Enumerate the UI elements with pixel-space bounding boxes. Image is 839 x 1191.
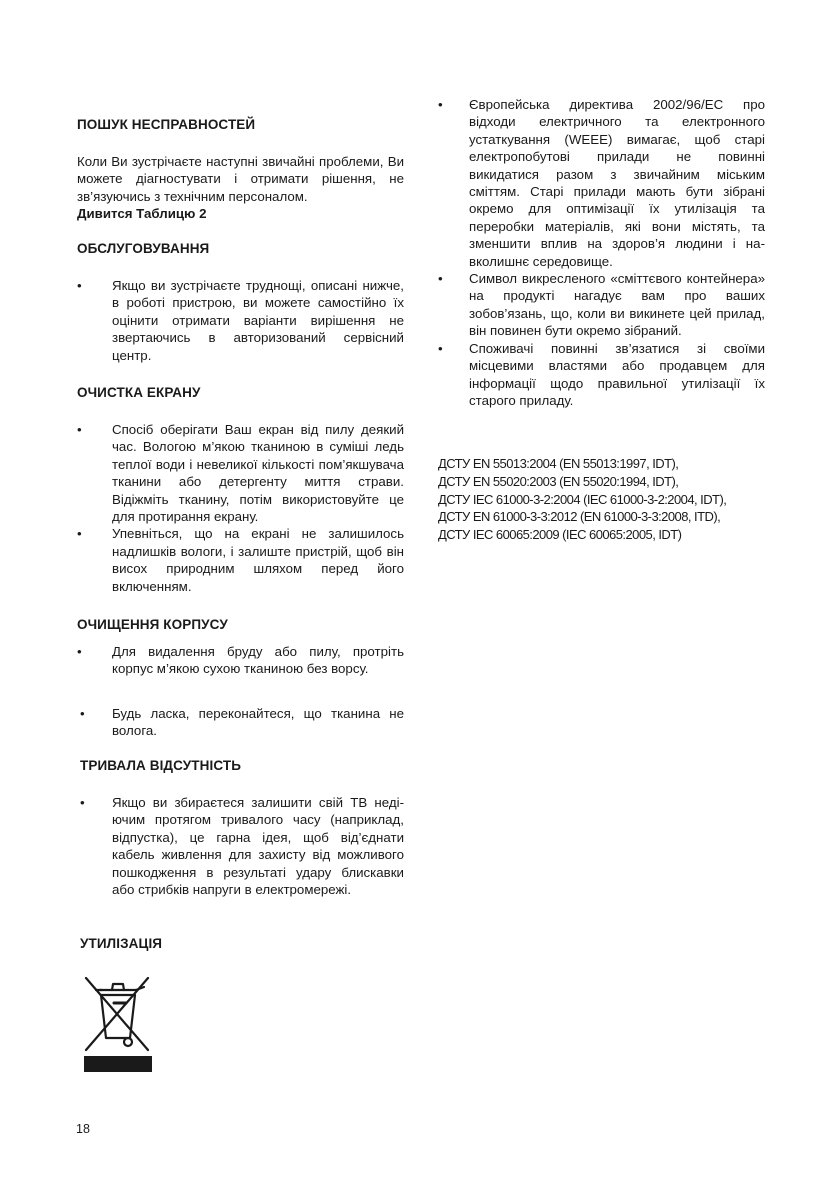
list-item-text: Для видалення бруду або пилу, протріть корпус м’якою сухою тканиною без ворсу. [112,644,404,677]
standard-line: ДСТУ EN 55020:2003 (EN 55020:1994, IDT), [438,473,679,489]
screen-cleaning-list [77,421,404,595]
bullet: • [80,706,85,721]
troubleshooting-heading: ПОШУК НЕСПРАВНОСТЕЙ [77,117,256,132]
cabinet-cleaning-list-2 [80,705,404,740]
list-item [77,421,404,525]
troubleshooting-text [77,153,404,223]
list-item-text: Споживачі повинні зв’язатися зі своїми місцевими властями або продавцем для інформації щодо правильної утилізації їх старого приладу. [469,340,765,408]
list-item-text: Упевніться, що на екрані не залишилось надлишків вологи, і залиште пристрій, щоб він висох природним шляхом перед його включенням. [112,526,404,594]
list-item [77,277,404,364]
see-table-note: Дивится Таблицю 2 [77,206,207,222]
list-item-text: Будь ласка, переконайтеся, що тканина не волога. [112,706,404,739]
standards-list [438,455,778,544]
maintenance-list [77,277,404,364]
bullet: • [80,795,85,810]
list-item [77,643,404,678]
standard-line: ДСТУ EN 61000-3-3:2012 (EN 61000-3-3:2008, ITD), [438,509,721,525]
list-item [438,340,765,410]
cabinet-cleaning-heading: ОЧИЩЕННЯ КОРПУСУ [77,617,228,632]
bullet: • [77,644,82,659]
page-number: 18 [76,1122,90,1136]
list-item [80,705,404,740]
list-item [438,270,765,340]
bullet: • [77,278,82,293]
bullet: • [438,340,443,356]
list-item-text: Якщо ви збираєтеся залишити свій ТВ недіючим протягом тривалого часу (наприклад, відпустка), це гарна ідея, щоб від’єднати кабель живлення для захисту від можливого пошкодження в результаті удару блискавки або стрибків напруги в електромережі. [112,795,404,898]
standard-line: ДСТУ EN 55013:2004 (EN 55013:1997, IDT), [438,456,679,471]
long-absence-list [80,794,404,898]
bullet: • [438,271,443,287]
weee-list [438,96,765,409]
troubleshooting-body: Коли Ви зустрічаєте наступні звичайні проблеми, Ви можете діагностувати і отримати рішення, не зв’язуючись з технічним персоналом. [77,154,404,204]
bullet: • [77,526,82,542]
list-item-text: Європейська директива 2002/96/ЕС про відходи електричного та електронного устаткування (WEEE) вимагає, щоб старі електропобутові прилади не повинні викидатися разом з звичайним міським сміттям. Старі прилади мають бути зібрані окремо для оптимізації їх утилізація та переробки матеріалів, які вони містять, та зменшити вплив на здоров’я людини і навколишнє середовище. [469,97,765,269]
cabinet-cleaning-list-1 [77,643,404,678]
long-absence-heading: ТРИВАЛА ВІДСУТНІСТЬ [80,758,242,773]
bullet: • [77,422,82,437]
maintenance-heading: ОБСЛУГОВУВАННЯ [77,241,210,256]
list-item-text: Якщо ви зустрічаєте труднощі, описані нижче, в роботі пристрою, ви можете самостійно їх оцінити отримати варіанти вирішення не звертаючись в авторизований сервісний центр. [112,278,404,363]
bullet: • [438,97,443,112]
standard-line: ДСТУ IEC 60065:2009 (IEC 60065:2005, IDT) [438,527,682,543]
disposal-heading: УТИЛІЗАЦІЯ [80,936,163,951]
crossed-out-wheelie-bin-icon [80,970,154,1072]
list-item [438,96,765,270]
list-item [77,525,404,595]
screen-cleaning-heading: ОЧИСТКА ЕКРАНУ [77,385,201,400]
standard-line: ДСТУ IEC 61000-3-2:2004 (IEC 61000-3-2:2004, IDT), [438,491,727,507]
list-item-text: Спосіб оберігати Ваш екран від пилу деякий час. Вологою м’якою тканиною в суміші ледь теплої води і невеликої кількості пом’якшувача тканини або детергенту миття страви. Відіжміть тканину, потім використовуйте це для протирання екрану. [112,422,404,525]
list-item-text: Символ викресленого «сміттєвого контейнера» на продукті нагадує вам про ваших зобов’язань, що, коли ви викинете цей прилад, він повинен бути окремо зібраний. [469,271,765,339]
list-item [80,794,404,898]
